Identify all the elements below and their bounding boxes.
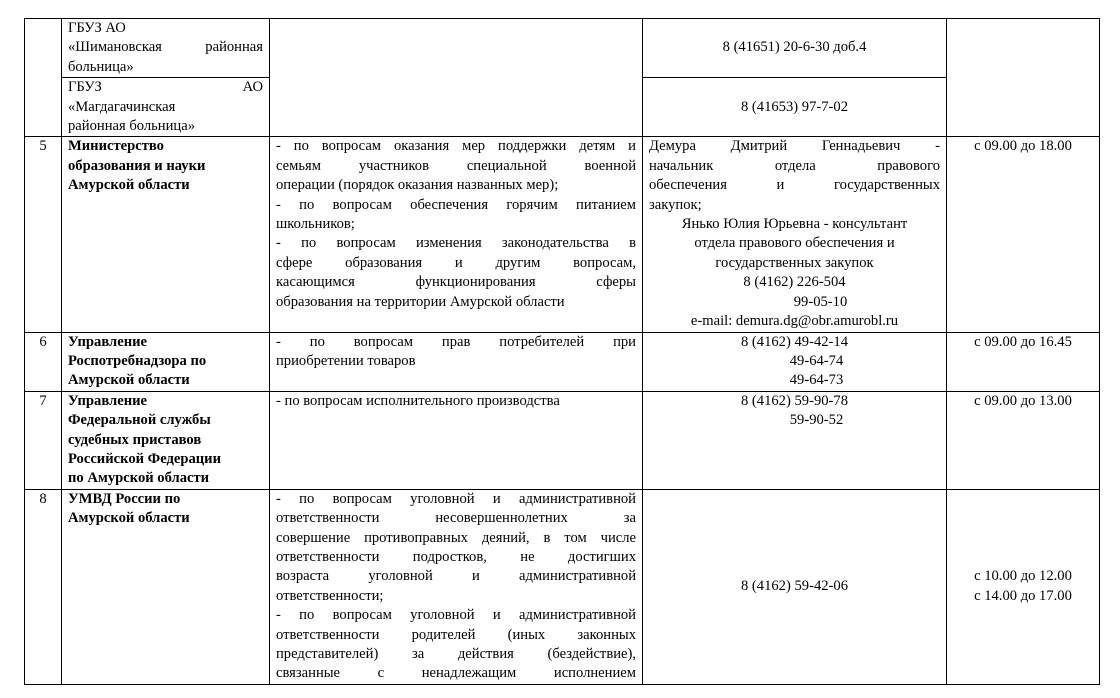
row-number	[25, 332, 62, 391]
phone-cell	[643, 391, 947, 489]
topics-cell	[270, 391, 643, 489]
phone-cell-gbuz-1	[643, 19, 947, 78]
text-line: 8 (4162) 49-42-14	[740, 333, 848, 350]
text-line: ответственности подростков, не достигших	[276, 548, 636, 565]
text-line: - по вопросам оказания мер поддержки детям и	[276, 138, 636, 155]
text-line: Амурской области	[68, 510, 190, 527]
num-cell-empty	[25, 19, 62, 137]
text-line: 49-64-74	[789, 352, 844, 369]
topics-cell	[270, 489, 643, 684]
text-line: представителей) за действия (бездействие),	[276, 646, 636, 662]
text-line: с 10.00 до 12.00	[974, 568, 1072, 585]
text-line: Роспотребнадзора по	[68, 352, 207, 369]
text-line: - по вопросам уголовной и административной	[276, 607, 636, 624]
text-line: Амурской области	[68, 372, 190, 389]
phone-text: 8 (41653) 97-7-02	[740, 98, 848, 115]
text-line: 8	[39, 490, 47, 507]
text-line: начальник отдела правового	[649, 157, 940, 174]
text-line: 99-05-10	[793, 293, 848, 310]
email-text: e-mail: demura.dg@obr.amurobl.ru	[690, 313, 899, 330]
org-name-cell	[62, 489, 270, 684]
text-line: сфере образования и другим вопросам,	[276, 254, 636, 271]
contact-cell	[643, 137, 947, 332]
text-line: судебных приставов	[68, 431, 202, 448]
text-line: - по вопросам прав потребителей при	[276, 333, 636, 350]
text-line: 8 (4162) 226-504	[743, 274, 846, 291]
text-line: закупок;	[649, 196, 702, 213]
text-line: - по вопросам исполнительного производства	[276, 392, 560, 409]
text-line: с 09.00 до 18.00	[974, 138, 1072, 155]
text-line: школьников;	[276, 216, 355, 233]
text-line: Янько Юлия Юрьевна - консультант	[681, 216, 908, 233]
text-line: ответственности несовершеннолетних за	[276, 510, 636, 527]
org-cell-gbuz-1	[62, 19, 270, 78]
topics-cell	[270, 137, 643, 332]
text-line: операции (порядок оказания названных мер);	[276, 177, 559, 194]
text-line: с 14.00 до 17.00	[974, 587, 1072, 604]
topics-cell-empty	[270, 19, 643, 137]
text-line: - по вопросам изменения законодательства в	[276, 235, 636, 252]
text-line: совершение противоправных деяний, в том числе	[276, 529, 636, 546]
text-line: 59-90-52	[789, 412, 844, 429]
text-line: УМВД России по	[68, 490, 181, 507]
phone-text: 8 (41651) 20-6-30 доб.4	[722, 39, 867, 56]
hours-cell	[947, 391, 1100, 489]
org-line: больница»	[68, 58, 134, 75]
phone-cell-gbuz-2	[643, 78, 947, 137]
table-row-gbuz-1	[25, 19, 1100, 78]
hours-cell	[947, 332, 1100, 391]
text-line: Амурской области	[68, 177, 190, 194]
text-line: Российской Федерации	[68, 450, 221, 467]
text-line: Управление	[68, 333, 147, 350]
text-line: 8 (4162) 59-90-78	[740, 392, 848, 409]
text-line: государственных закупок	[715, 254, 874, 271]
text-line: 8 (4162) 59-42-06	[740, 578, 848, 595]
text-line: возраста уголовной и административной	[276, 568, 636, 585]
text-line: связанные с ненадлежащим исполнением	[276, 665, 636, 682]
text-line: ответственности родителей (иных законных	[276, 626, 636, 643]
text-line: - по вопросам уголовной и административной	[276, 490, 636, 507]
org-line: ГБУЗ АО	[68, 79, 263, 96]
row-number	[25, 391, 62, 489]
text-line: Федеральной службы	[68, 412, 211, 429]
contacts-table	[24, 18, 1100, 685]
org-line: районная больница»	[68, 118, 196, 135]
table-row	[25, 137, 1100, 332]
text-line: обеспечения и государственных	[649, 177, 940, 194]
hours-cell	[947, 489, 1100, 684]
hours-cell	[947, 137, 1100, 332]
text-line: 6	[39, 333, 47, 350]
row-number	[25, 137, 62, 332]
text-line: с 09.00 до 13.00	[974, 392, 1072, 409]
hours-cell-empty	[947, 19, 1100, 137]
text-line: образования на территории Амурской области	[276, 293, 565, 310]
org-line: «Магдагачинская	[68, 98, 176, 115]
topics-cell	[270, 332, 643, 391]
phone-cell	[643, 332, 947, 391]
text-line: образования и науки	[68, 157, 206, 174]
org-line: ГБУЗ АО	[68, 20, 126, 36]
text-line: - по вопросам обеспечения горячим питанием	[276, 196, 636, 213]
text-line: ответственности;	[276, 587, 384, 604]
text-line: Управление	[68, 392, 147, 409]
org-line: «Шимановская районная	[68, 39, 263, 56]
phone-cell	[643, 489, 947, 684]
text-line: отдела правового обеспечения и	[694, 235, 895, 252]
table-row	[25, 489, 1100, 684]
text-line: касающимся функционирования сферы	[276, 274, 636, 291]
text-line: семьям участников специальной военной	[276, 157, 636, 174]
org-name-cell	[62, 391, 270, 489]
row-number	[25, 489, 62, 684]
text-line: с 09.00 до 16.45	[974, 333, 1072, 350]
org-name-cell	[62, 332, 270, 391]
text-line: приобретении товаров	[276, 352, 416, 369]
text-line: по Амурской области	[68, 470, 210, 487]
text-line: Министерство	[68, 138, 164, 155]
text-line: 5	[39, 138, 47, 155]
table-row	[25, 391, 1100, 489]
text-line: 7	[39, 392, 47, 409]
org-cell-gbuz-2	[62, 78, 270, 137]
table-row	[25, 332, 1100, 391]
org-name-cell	[62, 137, 270, 332]
text-line: 49-64-73	[789, 372, 844, 389]
text-line: Демура Дмитрий Геннадьевич -	[649, 138, 940, 155]
